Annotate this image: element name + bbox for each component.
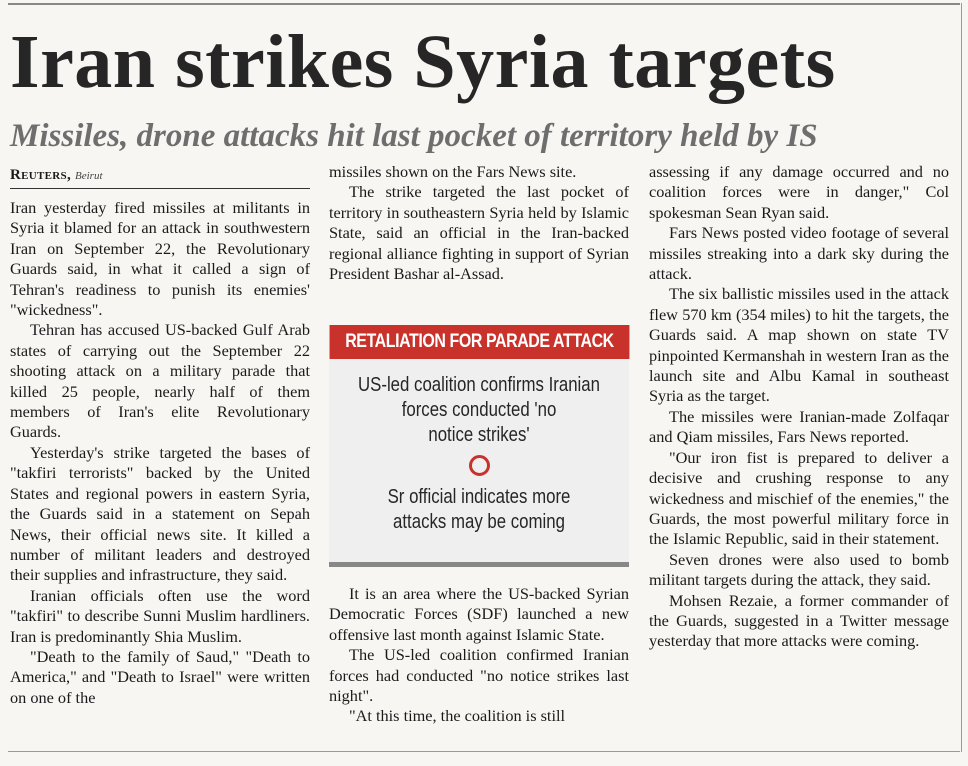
right-rule xyxy=(961,3,962,752)
paragraph: Fars News posted video footage of several missiles streaking into a dark sky during the attack. xyxy=(649,223,949,284)
paragraph: missiles shown on the Fars News site. xyxy=(329,162,577,181)
sidebar-item-1-line: notice strikes' xyxy=(428,423,530,446)
article-column-1 xyxy=(10,164,310,708)
byline xyxy=(10,164,310,189)
paragraph: Tehran has accused US-backed Gulf Arab states of carrying out the September 22 shooting attack on a military parade that killed 25 people, nearly half of them members of Iran's elite Revolutionary Guards. xyxy=(10,320,310,442)
article-column-2-bottom xyxy=(329,584,629,727)
headline: Iran strikes Syria targets xyxy=(10,20,836,104)
bottom-rule xyxy=(8,751,960,752)
sidebar-box xyxy=(329,325,629,567)
paragraph: Iran yesterday fired missiles at militants in Syria it blamed for an attack in southwestern Iran on September 22, the Revolutionary Guards said, in what it called a sign of Tehran's readiness to punish its enemies' "wickedness". xyxy=(10,198,310,320)
top-rule xyxy=(8,3,960,5)
sidebar-heading: RETALIATION FOR PARADE ATTACK xyxy=(329,325,629,359)
article-column-3 xyxy=(649,162,949,652)
paragraph: Iranian officials often use the word "takfiri" to describe Sunni Muslim hardliners. Iran is predominantly Shia Muslim. xyxy=(10,585,310,646)
paragraph: Mohsen Rezaie, a former commander of the Guards, suggested in a Twitter message yesterday that more attacks were coming. xyxy=(649,590,949,651)
paragraph: The six ballistic missiles used in the attack flew 570 km (354 miles) to hit the targets, the Guards said. A map shown on state TV pinpointed Kermanshah in western Iran as the launch site and Albu Kamal in southeast Syria as the target. xyxy=(649,284,949,406)
article-column-2-top xyxy=(329,162,629,284)
byline-location: Beirut xyxy=(75,170,103,182)
sidebar-item-1-line: US-led coalition confirms Iranian xyxy=(357,373,600,396)
byline-agency: Reuters, xyxy=(10,167,71,183)
paragraph: It is an area where the US-backed Syrian Democratic Forces (SDF) launched a new offensive last month against Islamic State. xyxy=(329,584,629,644)
sidebar-item-2-line: Sr official indicates more xyxy=(387,485,571,508)
paragraph: Seven drones were also used to bomb militant targets during the attack, they said. xyxy=(649,549,949,590)
paragraph: Yesterday's strike targeted the bases of "takfiri terrorists" backed by the United States and regional powers in eastern Syria, the Guards said in a statement on Sepah News, their official news site. It killed a number of militant leaders and destroyed their supplies and infrastructure, they said. xyxy=(10,442,310,585)
paragraph: The strike targeted the last pocket of territory in southeastern Syria held by Islamic State, said an official in the Iran-backed regional alliance fighting in support of Syrian President Bashar al-Assad. xyxy=(329,182,629,284)
sidebar-item-2-line: attacks may be coming xyxy=(393,510,565,533)
paragraph: "Death to the family of Saud," "Death to America," and "Death to Israel" were written on one of the xyxy=(10,646,310,707)
paragraph: "Our iron fist is prepared to deliver a decisive and crushing response to any wickedness and mischief of the enemies," the Guards, the most powerful military force in the Islamic Republic, said in their statement. xyxy=(649,447,949,549)
sidebar-item-1-line: forces conducted 'no xyxy=(401,398,557,421)
subheadline: Missiles, drone attacks hit last pocket of territory held by IS xyxy=(10,118,818,154)
paragraph: "At this time, the coalition is still xyxy=(349,706,566,726)
ring-bullet-icon xyxy=(469,455,490,476)
paragraph: The missiles were Iranian-made Zolfaqar and Qiam missiles, Fars News reported. xyxy=(649,406,949,447)
paragraph: The US-led coalition confirmed Iranian forces had conducted "no notice strikes last night". xyxy=(329,645,629,706)
paragraph: assessing if any damage occurred and no coalition forces were in danger," Col spokesman Sean Ryan said. xyxy=(649,162,949,222)
